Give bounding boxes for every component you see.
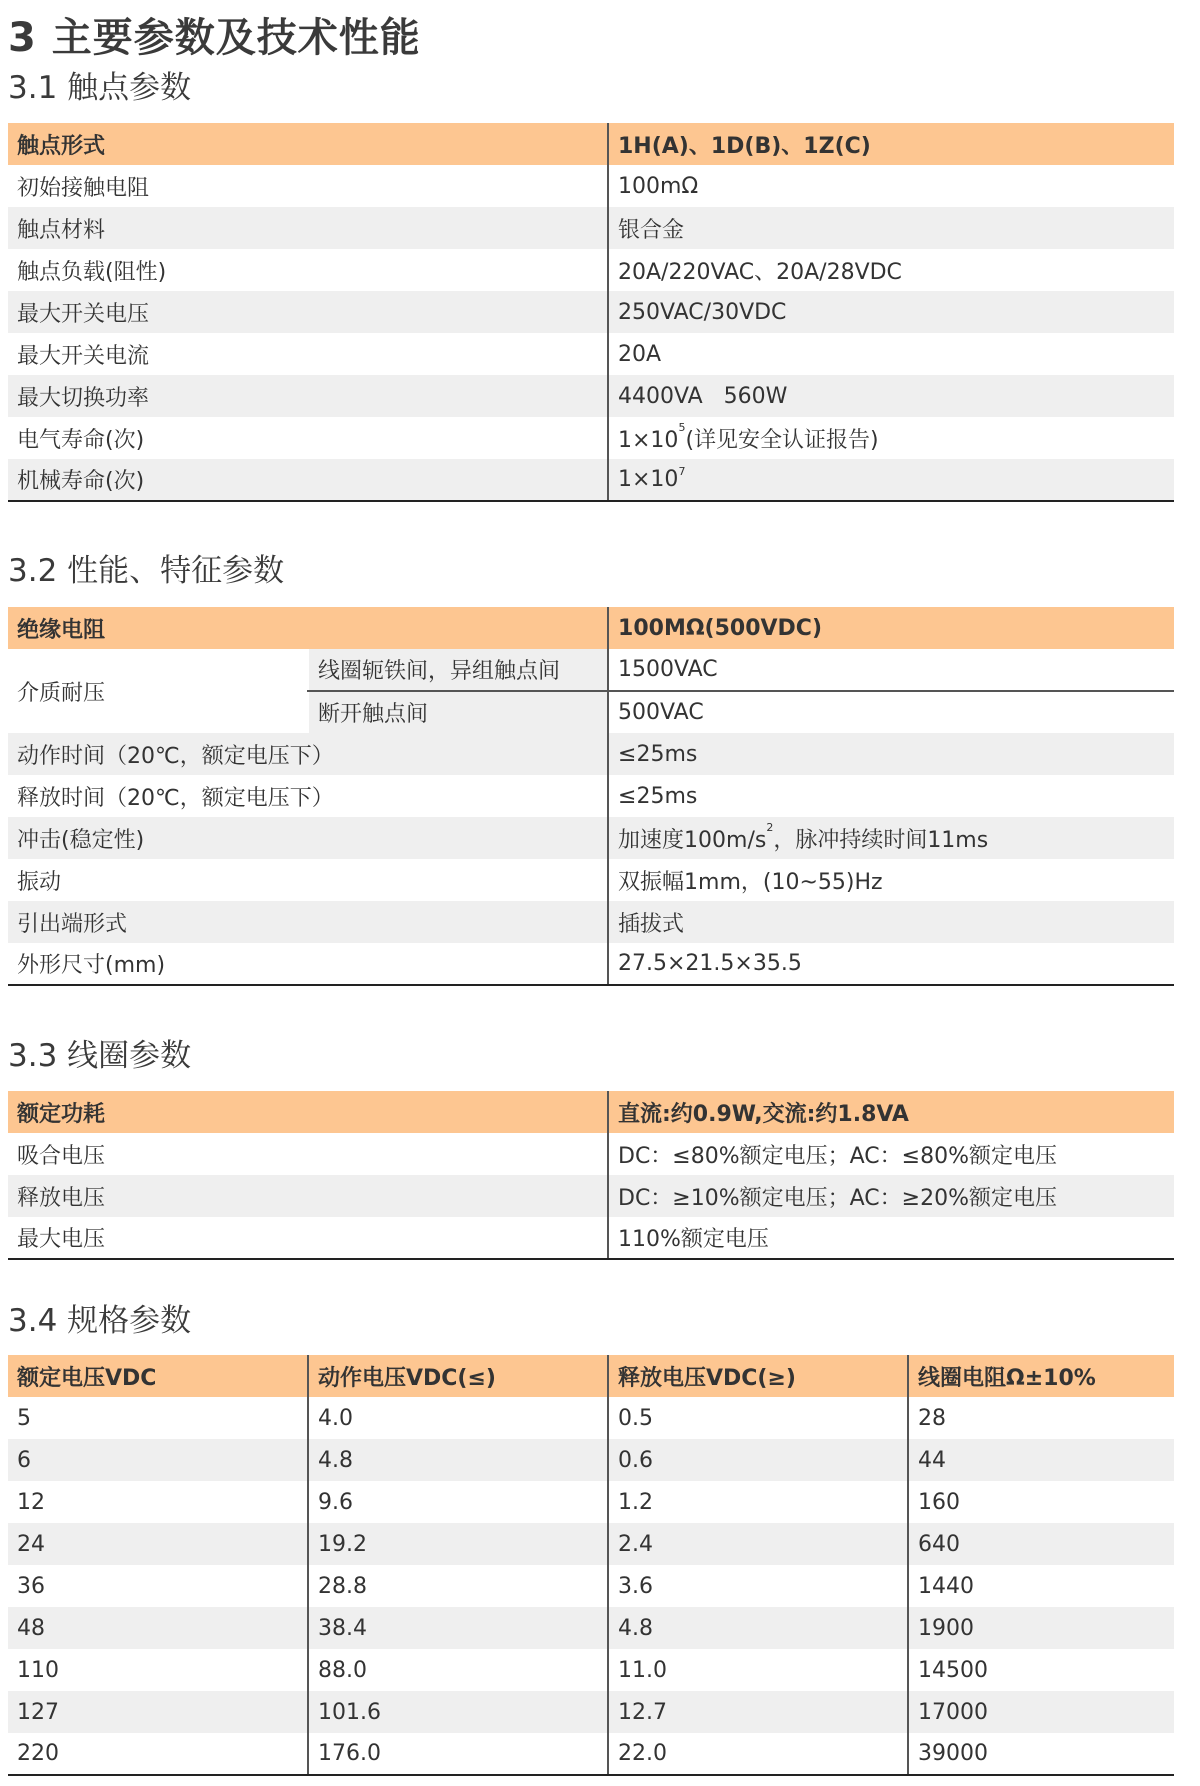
table-row: [8, 1565, 1174, 1607]
table-row: [8, 859, 1174, 901]
table-row: [8, 1523, 1174, 1565]
table-cell: 12: [8, 1481, 308, 1523]
table-cell: 1440: [918, 1573, 974, 1599]
row-value: 100mΩ: [618, 173, 699, 199]
column-header: 线圈电阻Ω±10%: [908, 1355, 1174, 1397]
table-cell: 1900: [908, 1607, 1174, 1649]
row-label: 初始接触电阻: [8, 165, 608, 207]
row-value: 双振幅1mm，(10~55)Hz: [618, 869, 883, 895]
page-title: 3 主要参数及技术性能: [8, 15, 421, 61]
row-value: DC：≤80%额定电压；AC：≤80%额定电压: [618, 1143, 1057, 1169]
header-value: 1H(A)、1D(B)、1Z(C): [608, 123, 1174, 165]
row-value: $1\times 10^5$(详见安全认证报告): [618, 420, 879, 453]
section-heading-spec: 3.4 规格参数: [8, 1303, 192, 1339]
table-cell: 4.0: [308, 1397, 608, 1439]
table-cell: 101.6: [308, 1691, 608, 1733]
table-row: [8, 775, 1174, 817]
table-row: [8, 1481, 1174, 1523]
table-cell: 44: [908, 1439, 1174, 1481]
table-cell: 1.2: [608, 1481, 908, 1523]
row-value: 27.5×21.5×35.5: [608, 943, 1174, 985]
row-label: 触点材料: [8, 207, 608, 249]
table-row: [8, 1133, 1174, 1175]
table-row: [8, 1649, 1174, 1691]
header-label: 绝缘电阻: [8, 607, 608, 649]
table-cell: 4.8: [308, 1439, 608, 1481]
table-cell: 3.6: [608, 1565, 908, 1607]
row-label: 释放时间（20℃，额定电压下）: [8, 775, 608, 817]
table-cell: 0.5: [608, 1397, 908, 1439]
table-cell: 9.6: [308, 1481, 608, 1523]
table-row: [8, 249, 1174, 291]
table-cell: 17000: [908, 1691, 1174, 1733]
table-cell: 38.4: [308, 1607, 608, 1649]
row-value: 4400VA 560W: [608, 375, 1174, 417]
table-cell: 39000: [908, 1733, 1174, 1775]
row-value: 加速度$100m/s^2$，脉冲持续时间11ms: [608, 817, 1174, 859]
performance-params-table: [8, 607, 1174, 986]
table-cell: 110: [8, 1649, 308, 1691]
section-heading-coil: 3.3 线圈参数: [8, 1038, 192, 1074]
row-value: 250VAC/30VDC: [608, 291, 1174, 333]
table-cell: 4.8: [608, 1607, 908, 1649]
dielectric-label: 介质耐压: [17, 680, 106, 706]
contact-params-table: [8, 123, 1174, 502]
table-cell: 22.0: [608, 1733, 908, 1775]
row-label: 外形尺寸(mm): [8, 943, 608, 985]
row-value: 20A: [618, 341, 662, 367]
header-value: 直流:约0.9W,交流:约1.8VA: [608, 1091, 1174, 1133]
table-row: [8, 1733, 1174, 1775]
table-row: [8, 649, 1174, 691]
table-row: [8, 817, 1174, 859]
table-row: [8, 207, 1174, 249]
table-cell: 0.6: [608, 1439, 908, 1481]
table-cell: 640: [908, 1523, 1174, 1565]
table-header-row: [8, 1355, 1174, 1397]
table-row: [8, 1439, 1174, 1481]
row-value: $1\times 10^7$: [608, 459, 1174, 501]
table-cell: 176.0: [308, 1733, 608, 1775]
table-row: [8, 1397, 1174, 1439]
spec-params-table: [8, 1355, 1174, 1776]
row-label: 最大电压: [8, 1217, 608, 1259]
table-row: [8, 901, 1174, 943]
table-row: [8, 733, 1174, 775]
row-label: 吸合电压: [8, 1133, 608, 1175]
table-cell: 127: [8, 1691, 308, 1733]
section-heading-contact: 3.1 触点参数: [8, 70, 192, 106]
table-cell: 12.7: [608, 1691, 908, 1733]
row-value: 110%额定电压: [608, 1217, 1174, 1259]
table-row: [8, 1607, 1174, 1649]
row-value: 插拔式: [608, 901, 1174, 943]
coil-params-table: [8, 1091, 1174, 1260]
header-value: 100MΩ(500VDC): [608, 607, 1174, 649]
header-label: 触点形式: [8, 123, 608, 165]
table-cell: 88.0: [308, 1649, 608, 1691]
dielectric-sub-label: 断开触点间: [308, 691, 608, 733]
table-cell: 14500: [918, 1657, 988, 1683]
table-row: [8, 333, 1174, 375]
table-header-row: [8, 1091, 1174, 1133]
table-cell: 19.2: [308, 1523, 608, 1565]
dielectric-sub-value: 1500VAC: [608, 649, 1174, 691]
table-cell: 5: [8, 1397, 308, 1439]
row-label: 机械寿命(次): [8, 459, 608, 501]
table-cell: 220: [8, 1733, 308, 1775]
row-value: 银合金: [608, 207, 1174, 249]
row-label: 振动: [8, 859, 608, 901]
table-row: [8, 943, 1174, 985]
table-row: [8, 459, 1174, 501]
column-header: 动作电压VDC(≤): [308, 1355, 608, 1397]
table-cell: 28: [918, 1405, 946, 1431]
row-label: 电气寿命(次): [8, 417, 608, 459]
table-row: [8, 1217, 1174, 1259]
table-cell: 24: [8, 1523, 308, 1565]
table-cell: 6: [8, 1439, 308, 1481]
table-cell: 11.0: [608, 1649, 908, 1691]
row-label: 释放电压: [8, 1175, 608, 1217]
header-label: 额定功耗: [8, 1091, 608, 1133]
table-cell: 28.8: [308, 1565, 608, 1607]
table-row: [8, 1691, 1174, 1733]
column-header: 额定电压VDC: [8, 1355, 308, 1397]
section-heading-performance: 3.2 性能、特征参数: [8, 553, 285, 589]
row-label: 冲击(稳定性): [8, 817, 608, 859]
column-header: 释放电压VDC(≥): [608, 1355, 908, 1397]
row-label: 引出端形式: [8, 901, 608, 943]
table-cell: 36: [8, 1565, 308, 1607]
table-header-row: [8, 123, 1174, 165]
table-row: [8, 291, 1174, 333]
row-value: 20A/220VAC、20A/28VDC: [618, 259, 902, 285]
table-header-row: [8, 607, 1174, 649]
row-value: ≤25ms: [608, 733, 1174, 775]
dielectric-sub-label: 线圈轭铁间，异组触点间: [308, 649, 608, 691]
row-label: 最大切换功率: [8, 375, 608, 417]
table-row: [8, 1175, 1174, 1217]
row-label: 动作时间（20℃，额定电压下）: [8, 733, 608, 775]
table-row: [8, 417, 1174, 459]
row-value: DC：≥10%额定电压；AC：≥20%额定电压: [608, 1175, 1174, 1217]
row-label: 最大开关电流: [8, 333, 608, 375]
table-row: [8, 375, 1174, 417]
dielectric-sub-value: 500VAC: [618, 700, 704, 725]
row-label: 触点负载(阻性): [8, 249, 608, 291]
table-row: [8, 165, 1174, 207]
row-value: ≤25ms: [618, 783, 698, 809]
table-cell: 2.4: [608, 1523, 908, 1565]
table-cell: 48: [8, 1607, 308, 1649]
row-label: 最大开关电压: [8, 291, 608, 333]
table-cell: 160: [918, 1489, 960, 1515]
